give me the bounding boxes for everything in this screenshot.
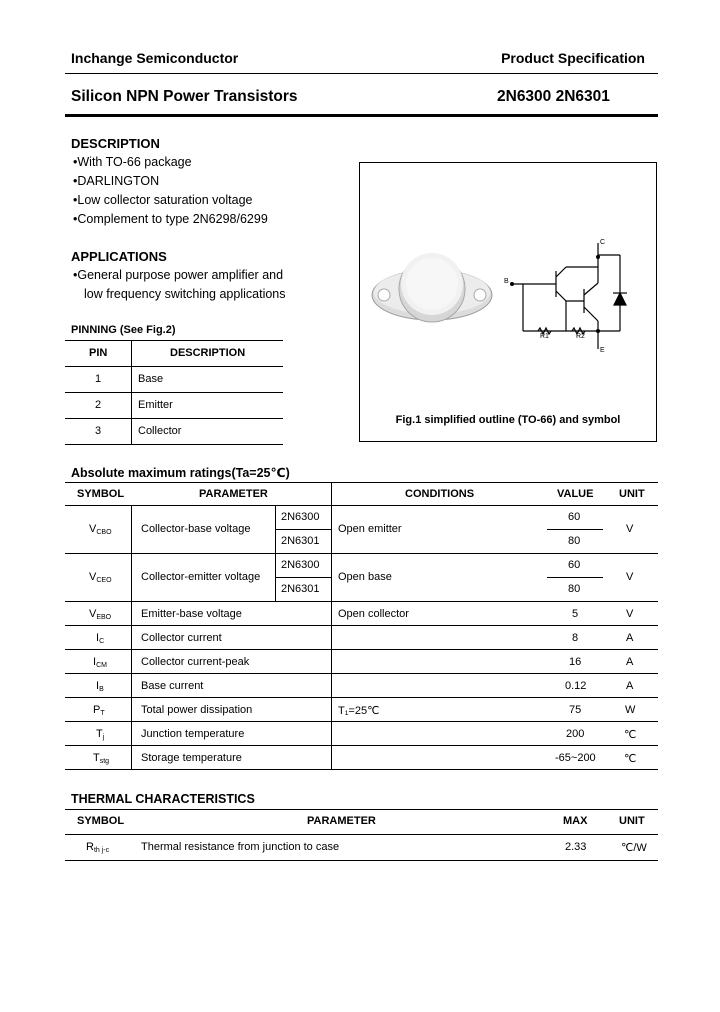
label-r2: R2 [576,333,585,340]
figure-caption: Fig.1 simplified outline (TO-66) and symbol [395,414,621,426]
value-tj: 200 [566,728,585,740]
value-rth: 2.33 [565,841,587,853]
description-title: DESCRIPTION [71,136,160,151]
unit-vceo: V [626,571,634,583]
param-vceo: Collector-emitter voltage [141,571,261,583]
param-ic: Collector current [141,632,222,644]
pinning-rule [65,444,283,445]
applications-item: •General purpose power amplifier and [73,268,284,282]
symbol-tj: $T_j$ [96,728,105,741]
thermal-rule [65,809,658,810]
pinning-rule [65,392,283,393]
symbol-vebo: $V_{EBO}$ [89,608,112,621]
figure-box [359,162,657,442]
label-collector: C [600,239,606,246]
abs-header-symbol: SYMBOL [77,488,125,500]
param-vcbo: Collector-base voltage [141,523,251,535]
applications-item: low frequency switching applications [84,287,286,301]
abs-max-rule [65,649,658,650]
pinning-header-pin: PIN [89,347,108,359]
value-vcbo-1: 60 [568,511,581,523]
abs-max-title: Absolute maximum ratings(Ta=25℃) [71,466,290,480]
abs-max-rule [65,769,658,770]
abs-header-value: VALUE [557,488,594,500]
label-base: B [504,278,509,285]
emitter-node-icon [596,329,600,333]
symbol-ic: $I_C$ [96,632,105,645]
abs-max-rule [65,601,658,602]
unit-pt: W [625,704,636,716]
value-tstg: -65~200 [555,752,596,764]
abs-header-unit: UNIT [619,488,645,500]
abs-max-rule [65,625,658,626]
unit-tj: ℃ [624,729,637,741]
abs-max-rule [65,482,658,483]
value-ib: 0.12 [565,680,587,692]
unit-ic: A [626,632,634,644]
abs-divider [275,505,276,601]
symbol-ib: $I_B$ [96,680,104,693]
unit-ib: A [626,680,634,692]
thermal-title: THERMAL CHARACTERISTICS [71,792,255,806]
base-node-icon [510,282,514,286]
value-vceo-2: 80 [568,583,581,595]
thermal-header-max: MAX [563,815,588,827]
header-rule-thin [65,73,658,74]
applications-title: APPLICATIONS [71,249,167,264]
abs-max-rule [65,553,658,554]
pin-number: 1 [95,373,102,385]
thermal-header-symbol: SYMBOL [77,815,125,827]
symbol-vceo: $V_{CEO}$ [89,571,112,584]
symbol-vcbo: $V_{CBO}$ [89,523,112,536]
thermal-header-unit: UNIT [619,815,645,827]
cond-vebo: Open collector [338,608,409,620]
pin-number: 2 [95,399,102,411]
label-r1: R1 [540,333,549,340]
param-vebo: Emitter-base voltage [141,608,242,620]
value-vceo-1: 60 [568,559,581,571]
pin-description: Emitter [138,399,173,411]
pinning-rule [65,340,283,341]
figure-drawing [360,163,656,441]
param-icm: Collector current-peak [141,656,250,668]
part-numbers: 2N6300 2N6301 [497,88,610,105]
description-item: •DARLINGTON [73,174,160,188]
abs-header-parameter: PARAMETER [199,488,268,500]
product-line: Silicon NPN Power Transistors [71,88,298,105]
param-vcbo-part1: 2N6300 [281,511,320,523]
pinning-rule [65,366,283,367]
pinning-header-description: DESCRIPTION [170,347,246,359]
cond-pt: T₁=25℃ [338,705,380,717]
to66-package-image [372,253,492,322]
thermal-rule [65,860,658,861]
value-vebo: 5 [572,608,579,620]
label-emitter: E [600,347,605,354]
param-vcbo-part2: 2N6301 [281,535,320,547]
document-type: Product Specification [501,50,645,66]
unit-tstg: ℃ [624,753,637,765]
param-tstg: Storage temperature [141,752,242,764]
abs-header-conditions: CONDITIONS [405,488,475,500]
symbol-pt: $P_T$ [93,704,105,717]
abs-sub-rule [275,577,331,578]
description-item: •With TO-66 package [73,155,192,169]
company-name: Inchange Semiconductor [71,50,239,66]
pinning-title: PINNING (See Fig.2) [71,324,176,336]
value-vcbo-2: 80 [568,535,581,547]
pin-number: 3 [95,425,102,437]
abs-max-rule [65,721,658,722]
unit-rth: ℃/W [621,842,647,854]
symbol-icm: $I_{CM}$ [93,656,107,669]
abs-max-rule [65,673,658,674]
description-item: •Low collector saturation voltage [73,193,253,207]
value-icm: 16 [569,656,582,668]
param-rth: Thermal resistance from junction to case [141,841,340,853]
darlington-symbol [512,243,627,349]
thermal-header-parameter: PARAMETER [307,815,376,827]
symbol-tstg: $T_{stg}$ [93,752,110,765]
cond-vcbo: Open emitter [338,523,402,535]
abs-sub-rule [547,529,603,530]
abs-max-rule [65,505,658,506]
value-pt: 75 [569,704,582,716]
thermal-rule [65,834,658,835]
abs-sub-rule [275,529,331,530]
unit-icm: A [626,656,634,668]
header-rule-thick [65,114,658,117]
unit-vcbo: V [626,523,634,535]
cond-vceo: Open base [338,571,392,583]
abs-max-rule [65,745,658,746]
value-ic: 8 [572,632,579,644]
param-vceo-part2: 2N6301 [281,583,320,595]
collector-node-icon [596,255,600,259]
abs-max-rule [65,697,658,698]
description-item: •Complement to type 2N6298/6299 [73,212,268,226]
param-pt: Total power dissipation [141,704,253,716]
abs-divider [131,505,132,769]
abs-divider [331,482,332,769]
param-vceo-part1: 2N6300 [281,559,320,571]
pinning-divider [131,340,132,444]
pinning-rule [65,418,283,419]
unit-vebo: V [626,608,634,620]
param-ib: Base current [141,680,204,692]
pin-description: Collector [138,425,182,437]
param-tj: Junction temperature [141,728,245,740]
abs-sub-rule [547,577,603,578]
pin-description: Base [138,373,164,385]
symbol-rth: $R_{th j-c}$ [86,841,110,854]
